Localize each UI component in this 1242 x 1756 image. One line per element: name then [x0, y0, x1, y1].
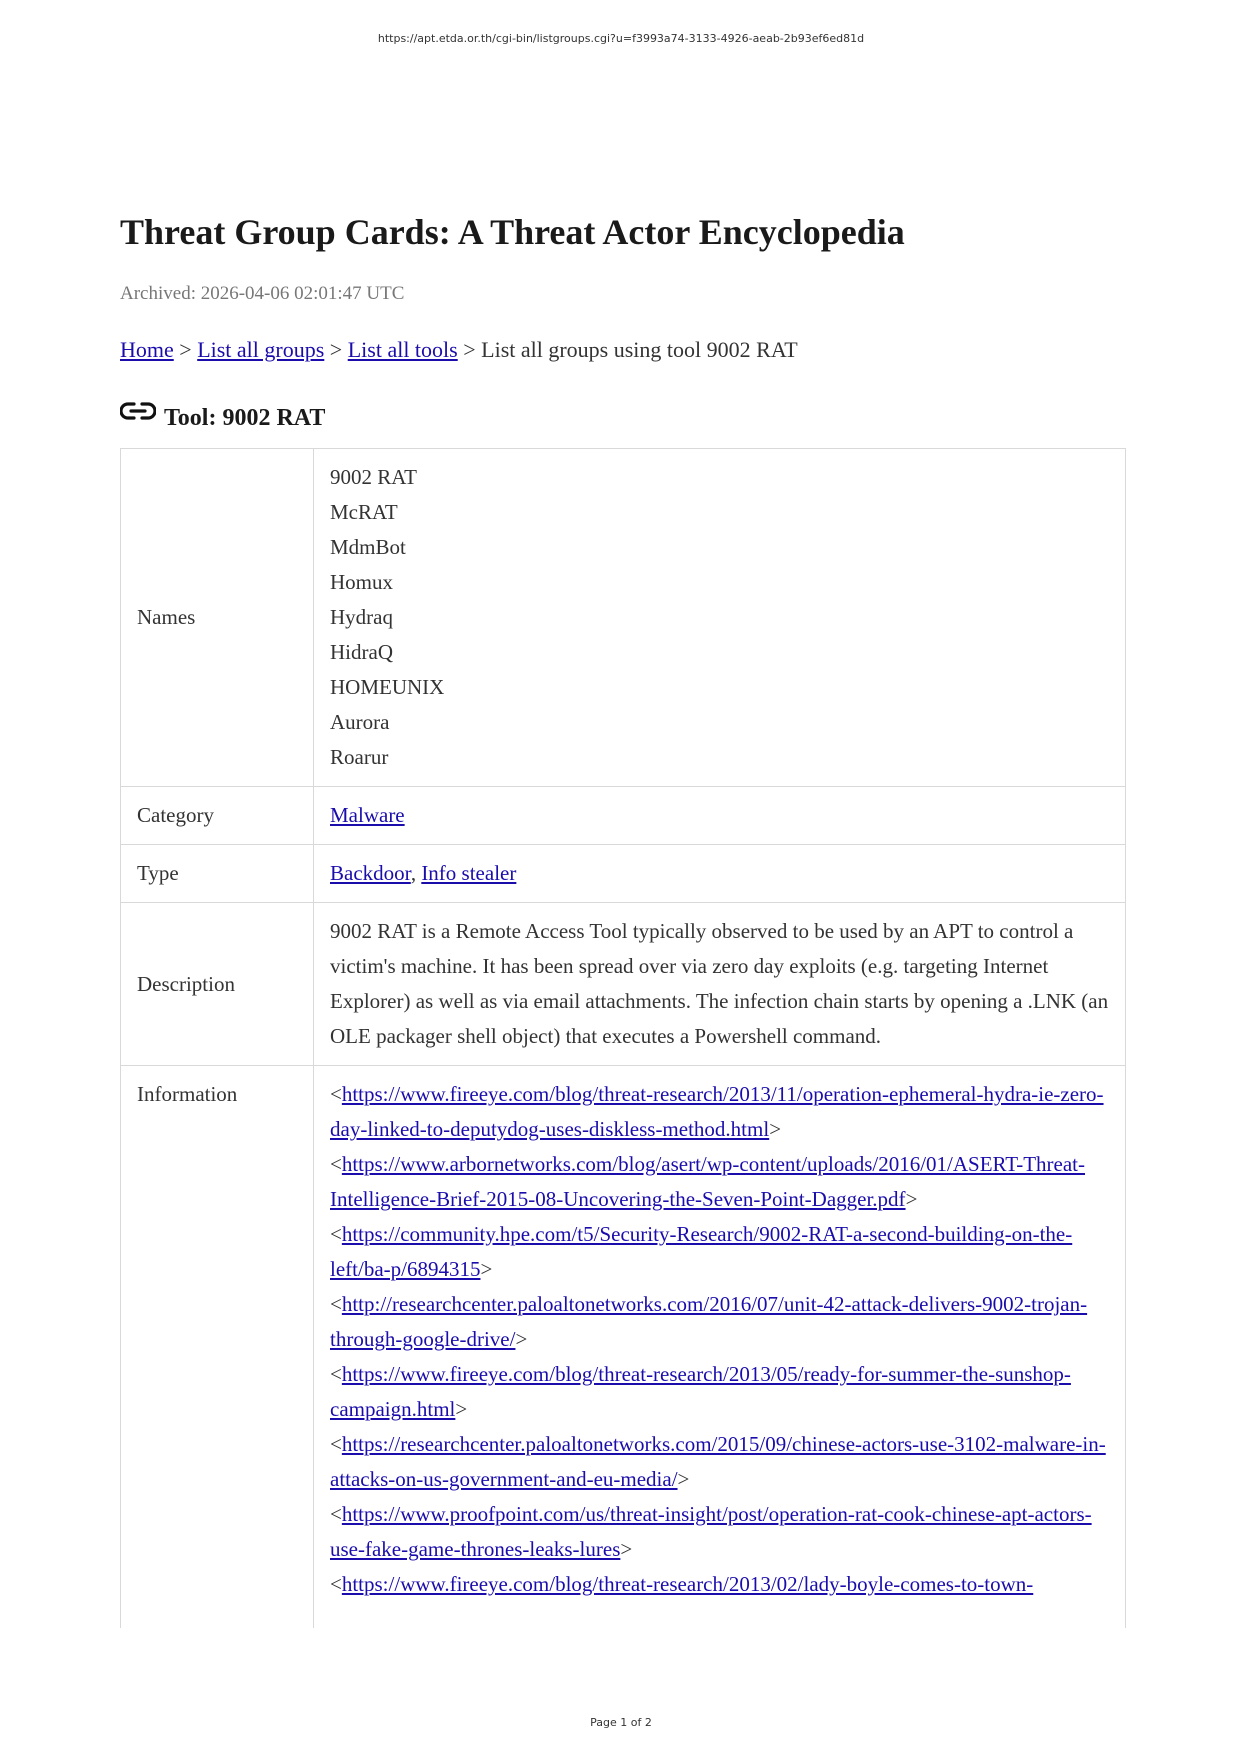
tool-title: Tool: 9002 RAT — [164, 405, 326, 431]
archived-timestamp: Archived: 2026-04-06 02:01:47 UTC — [120, 283, 405, 304]
tool-name: MdmBot — [330, 535, 406, 559]
tool-name: Roarur — [330, 745, 389, 769]
angle-close: > — [620, 1537, 633, 1561]
reference-link-item — [330, 1287, 1109, 1357]
category-malware-link[interactable]: Malware — [330, 803, 405, 827]
type-value — [314, 845, 1126, 903]
breadcrumb — [120, 336, 1125, 364]
reference-link[interactable]: http://researchcenter.paloaltonetworks.com/2016/07/unit-42-attack-delivers-9002-trojan-through-google-drive/ — [330, 1292, 1088, 1351]
type-row — [121, 845, 1126, 903]
angle-open: < — [330, 1292, 342, 1316]
category-row — [121, 787, 1126, 845]
tool-name: Homux — [330, 570, 393, 594]
type-label: Type — [121, 845, 314, 903]
tool-heading — [120, 396, 1125, 432]
breadcrumb-list-groups-link[interactable]: List all groups — [197, 337, 325, 362]
breadcrumb-current: List all groups using tool 9002 RAT — [481, 337, 798, 362]
category-value — [314, 787, 1126, 845]
reference-link[interactable]: https://www.fireeye.com/blog/threat-research/2013/11/operation-ephemeral-hydra-ie-zero-day-linked-to-deputydog-uses-diskless-method.html — [330, 1082, 1104, 1141]
breadcrumb-separator: > — [324, 337, 348, 362]
tool-card-table — [120, 448, 1126, 1628]
reference-link[interactable]: https://researchcenter.paloaltonetworks.com/2015/09/chinese-actors-use-3102-malware-in-attacks-on-us-government-and-eu-media/ — [330, 1432, 1106, 1491]
tool-name: HOMEUNIX — [330, 675, 445, 699]
reference-link[interactable]: https://community.hpe.com/t5/Security-Research/9002-RAT-a-second-building-on-the-left/ba-p/6894315 — [330, 1222, 1073, 1281]
print-header-url: https://apt.etda.or.th/cgi-bin/listgroups.cgi?u=f3993a74-3133-4926-aeab-2b93ef6ed81d — [377, 32, 865, 45]
reference-link-item — [330, 1147, 1109, 1217]
type-info-stealer-link[interactable]: Info stealer — [421, 861, 517, 885]
angle-close: > — [480, 1257, 493, 1281]
description-label: Description — [121, 903, 314, 1066]
breadcrumb-separator: > — [457, 337, 482, 362]
reference-link[interactable]: https://www.proofpoint.com/us/threat-insight/post/operation-rat-cook-chinese-apt-actors-use-fake-game-thrones-leaks-lures — [330, 1502, 1092, 1561]
angle-open: < — [330, 1502, 342, 1526]
breadcrumb-separator: > — [173, 337, 198, 362]
page-content — [120, 210, 1125, 1628]
reference-link[interactable]: https://www.fireeye.com/blog/threat-research/2013/02/lady-boyle-comes-to-town- — [341, 1572, 1034, 1596]
angle-close: > — [677, 1467, 690, 1491]
angle-close: > — [769, 1117, 782, 1141]
names-row — [121, 449, 1126, 787]
category-label: Category — [121, 787, 314, 845]
tool-name: Aurora — [330, 710, 390, 734]
angle-open: < — [330, 1432, 342, 1456]
type-separator: , — [410, 861, 422, 885]
tool-name: Hydraq — [330, 605, 393, 629]
tool-name: HidraQ — [330, 640, 393, 664]
reference-link-item — [330, 1497, 1109, 1567]
reference-link-item — [330, 1427, 1109, 1497]
reference-link[interactable]: https://www.fireeye.com/blog/threat-research/2013/05/ready-for-summer-the-sunshop-campaign.html — [330, 1362, 1071, 1421]
angle-close: > — [455, 1397, 468, 1421]
reference-link-item — [330, 1217, 1109, 1287]
reference-link[interactable]: https://www.arbornetworks.com/blog/asert/wp-content/uploads/2016/01/ASERT-Threat-Intelligence-Brief-2015-08-Uncovering-the-Seven-Point-Dagger.pdf — [330, 1152, 1085, 1211]
information-label: Information — [121, 1066, 314, 1629]
information-row — [121, 1066, 1126, 1629]
angle-open: < — [330, 1222, 342, 1246]
angle-open: < — [330, 1082, 342, 1106]
angle-open: < — [330, 1152, 342, 1176]
angle-close: > — [515, 1327, 528, 1351]
angle-open: < — [330, 1362, 342, 1386]
breadcrumb-home-link[interactable]: Home — [120, 337, 174, 362]
description-row — [121, 903, 1126, 1066]
link-icon — [120, 396, 156, 426]
names-value — [314, 449, 1126, 787]
page-title: Threat Group Cards: A Threat Actor Encyclopedia — [120, 212, 905, 252]
tool-name: McRAT — [330, 500, 398, 524]
angle-open: < — [330, 1572, 342, 1596]
information-links — [314, 1066, 1126, 1629]
type-backdoor-link[interactable]: Backdoor — [330, 861, 411, 885]
names-label: Names — [121, 449, 314, 787]
page-number: Page 1 of 2 — [590, 1716, 652, 1729]
breadcrumb-list-tools-link[interactable]: List all tools — [347, 337, 458, 362]
reference-link-item — [330, 1357, 1109, 1427]
reference-link-item — [330, 1567, 1109, 1602]
description-text: 9002 RAT is a Remote Access Tool typically observed to be used by an APT to control a victim's machine. It has been spread over via zero day exploits (e.g. targeting Internet Explorer) as well as via email attachments. The infection chain starts by opening a .LNK (an OLE packager shell object) that executes a Powershell command. — [314, 903, 1126, 1066]
angle-close: > — [905, 1187, 918, 1211]
tool-name: 9002 RAT — [330, 465, 417, 489]
reference-link-item — [330, 1077, 1109, 1147]
